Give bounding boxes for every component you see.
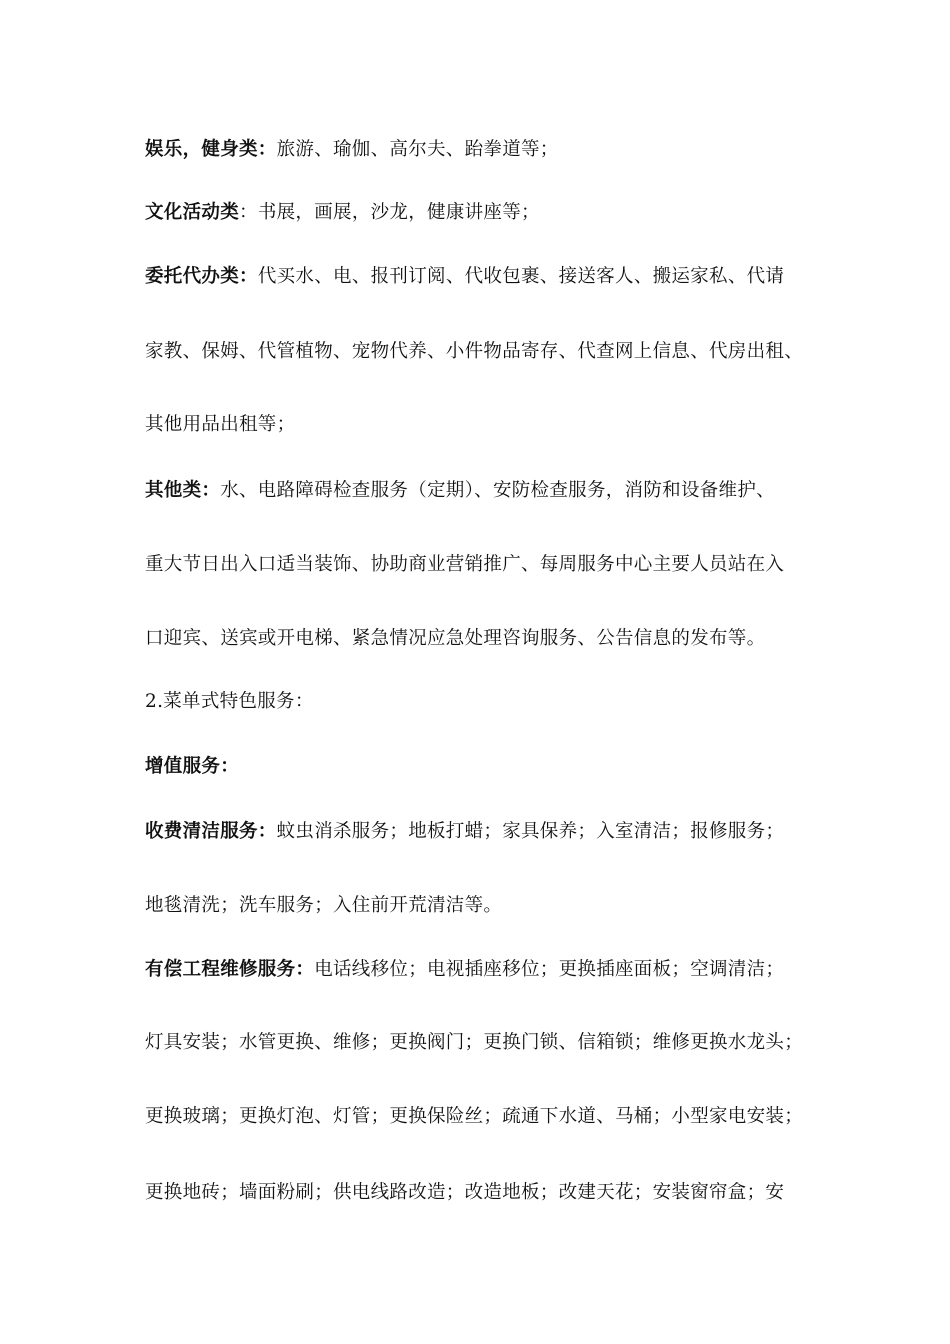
paragraph-text: 更换玻璃；更换灯泡、灯管；更换保险丝；疏通下水道、马桶；小型家电安装； [145,1106,804,1127]
paragraph-maintenance-cont-1 [145,1031,910,1055]
paragraph-other [145,479,910,503]
paragraph-errands [145,265,910,289]
paragraph-text: 代买水、电、报刊订阅、代收包裹、接送客人、搬运家私、代请 [257,266,785,287]
paragraph-label: 其他类： [145,480,221,501]
paragraph-label: 有偿工程维修服务： [145,959,315,980]
paragraph-text: 灯具安装；水管更换、维修；更换阀门；更换门锁、信箱锁；维修更换水龙头； [145,1032,804,1053]
section-heading-value-added [145,755,910,779]
paragraph-maintenance [145,958,910,982]
paragraph-text: 其他用品出租等； [145,414,296,435]
paragraph-cleaning [145,820,910,844]
section-heading-menu-services [145,690,910,714]
paragraph-text: 口迎宾、送宾或开电梯、紧急情况应急处理咨询服务、公告信息的发布等。 [145,628,766,649]
paragraph-label: 娱乐，健身类： [145,139,277,160]
paragraph-maintenance-cont-2 [145,1105,910,1129]
paragraph-text: 蚊虫消杀服务；地板打蜡；家具保养；入室清洁；报修服务； [276,821,785,842]
paragraph-text: 家教、保姆、代管植物、宠物代养、小件物品寄存、代查网上信息、代房出租、 [145,341,804,362]
paragraph-cleaning-cont-1 [145,894,910,918]
paragraph-errands-cont-1 [145,340,910,364]
paragraph-label: 收费清洁服务： [145,821,277,842]
paragraph-other-cont-1 [145,553,910,577]
paragraph-text: 旅游、瑜伽、高尔夫、跆拳道等； [276,139,559,160]
paragraph-text: 更换地砖；墙面粉刷；供电线路改造；改造地板；改建天花；安装窗帘盒；安 [145,1182,785,1203]
paragraph-label: 文化活动类 [145,202,240,223]
paragraph-text: 重大节日出入口适当装饰、协助商业营销推广、每周服务中心主要人员站在入 [145,554,785,575]
paragraph-errands-cont-2 [145,413,910,437]
paragraph-label: 委托代办类： [145,266,258,287]
paragraph-text: 2.菜单式特色服务： [145,691,314,712]
paragraph-text: 电话线移位；电视插座移位；更换插座面板；空调清洁； [314,959,785,980]
paragraph-label: 增值服务： [145,756,240,777]
paragraph-culture [145,201,910,225]
paragraph-other-cont-2 [145,627,910,651]
paragraph-maintenance-cont-3 [145,1181,910,1205]
paragraph-text: 地毯清洗；洗车服务；入住前开荒清洁等。 [145,895,503,916]
paragraph-entertainment [145,138,910,162]
paragraph-text: ：书展，画展，沙龙，健康讲座等； [239,202,540,223]
paragraph-text: 水、电路障碍检查服务（定期）、安防检查服务，消防和设备维护、 [220,480,775,501]
